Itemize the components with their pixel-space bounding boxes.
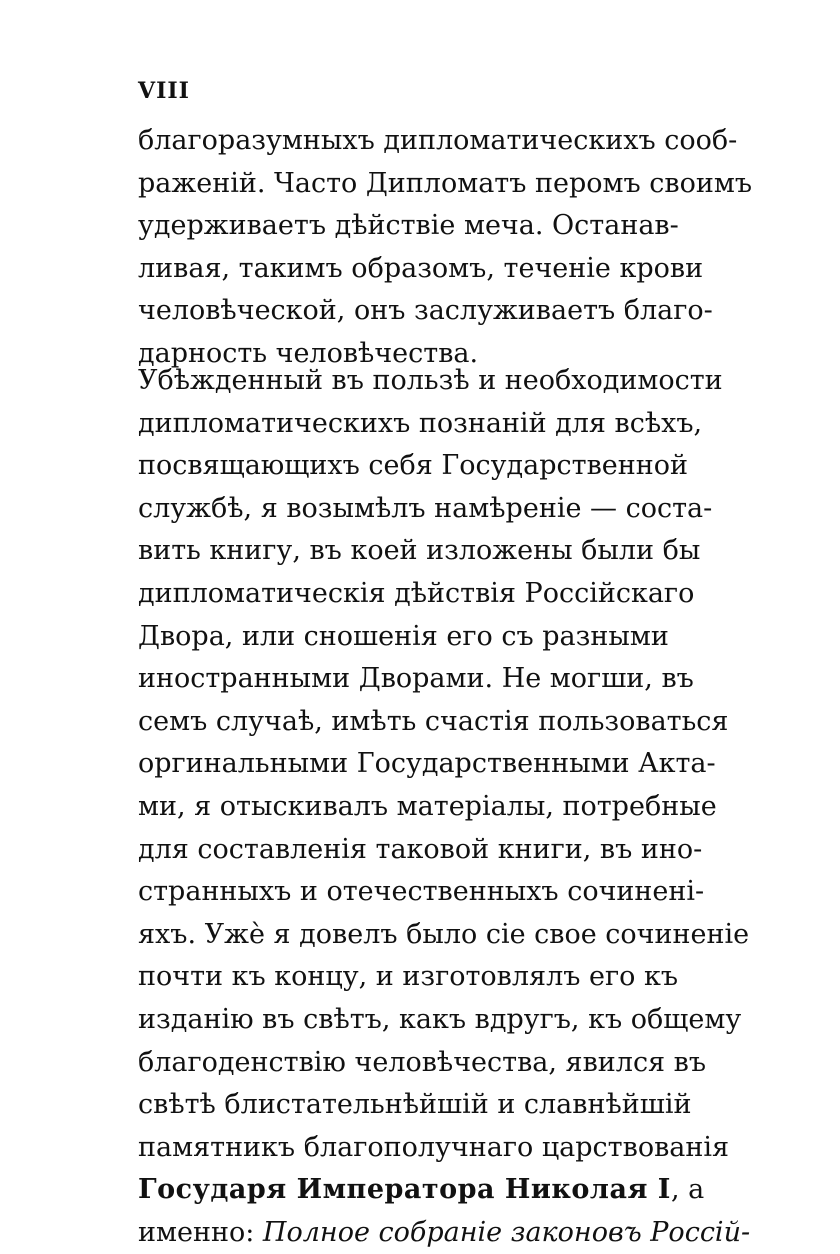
emperor-suffix: , а [670, 1174, 705, 1206]
text-line: яхъ. Ужè я довелъ было сіе свое сочиненіе [138, 918, 750, 950]
text-line: для составленія таковой книги, въ ино- [138, 833, 703, 865]
text-line: службѣ, я возымѣлъ намѣреніе — соста- [138, 492, 713, 524]
paragraph-2 [138, 360, 751, 1254]
text-line: дипломатическихъ познаній для всѣхъ, [138, 407, 703, 439]
text-line: иностранными Дворами. Не могши, въ [138, 663, 694, 695]
text-line-final [138, 1212, 751, 1254]
text-line: вить книгу, въ коей изложены были бы [138, 535, 701, 567]
final-prefix: именно: [138, 1216, 255, 1248]
text-line: ливая, такимъ образомъ, теченіе крови [138, 252, 704, 284]
text-line: ми, я отыскивалъ матеріалы, потребные [138, 790, 717, 822]
text-line: удерживаетъ дѣйствіе меча. Останав- [138, 210, 679, 242]
text-line: благоденствію человѣчества, явился въ [138, 1046, 707, 1078]
book-title-italic: Полное собраніе законовъ Россій- [262, 1216, 751, 1248]
text-line: памятникъ благополучнаго царствованія [138, 1131, 730, 1163]
emperor-title: Государя Императора Николая I [138, 1174, 671, 1206]
text-line: человѣческой, онъ заслуживаетъ благо- [138, 295, 713, 327]
text-line: Убѣжденный въ пользѣ и необходимости [138, 365, 723, 396]
text-line: семъ случаѣ, имѣть счастія пользоваться [138, 705, 729, 737]
text-line: свѣтѣ блистательнѣйшій и славнѣйшій [138, 1089, 692, 1121]
text-line: Двора, или сношенія его съ разными [138, 620, 669, 652]
text-line: странныхъ и отечественныхъ сочиненi- [138, 876, 705, 908]
text-line: изданію въ свѣтъ, какъ вдругъ, къ общему [138, 1003, 742, 1035]
text-line: дипломатическія дѣйствія Россійскаго [138, 577, 695, 609]
text-line: посвящающихъ себя Государственной [138, 450, 688, 482]
text-line: дарность человѣчества. [138, 337, 479, 369]
text-line: благоразумныхъ дипломатическихъ сооб- [138, 125, 738, 156]
text-line: почти къ концу, и изготовлялъ его къ [138, 961, 678, 993]
text-line: оргинальными Государственными Акта- [138, 748, 716, 780]
page-number: VIII [138, 78, 190, 104]
paragraph-1 [138, 120, 753, 376]
text-line: раженій. Часто Дипломатъ перомъ своимъ [138, 167, 753, 199]
